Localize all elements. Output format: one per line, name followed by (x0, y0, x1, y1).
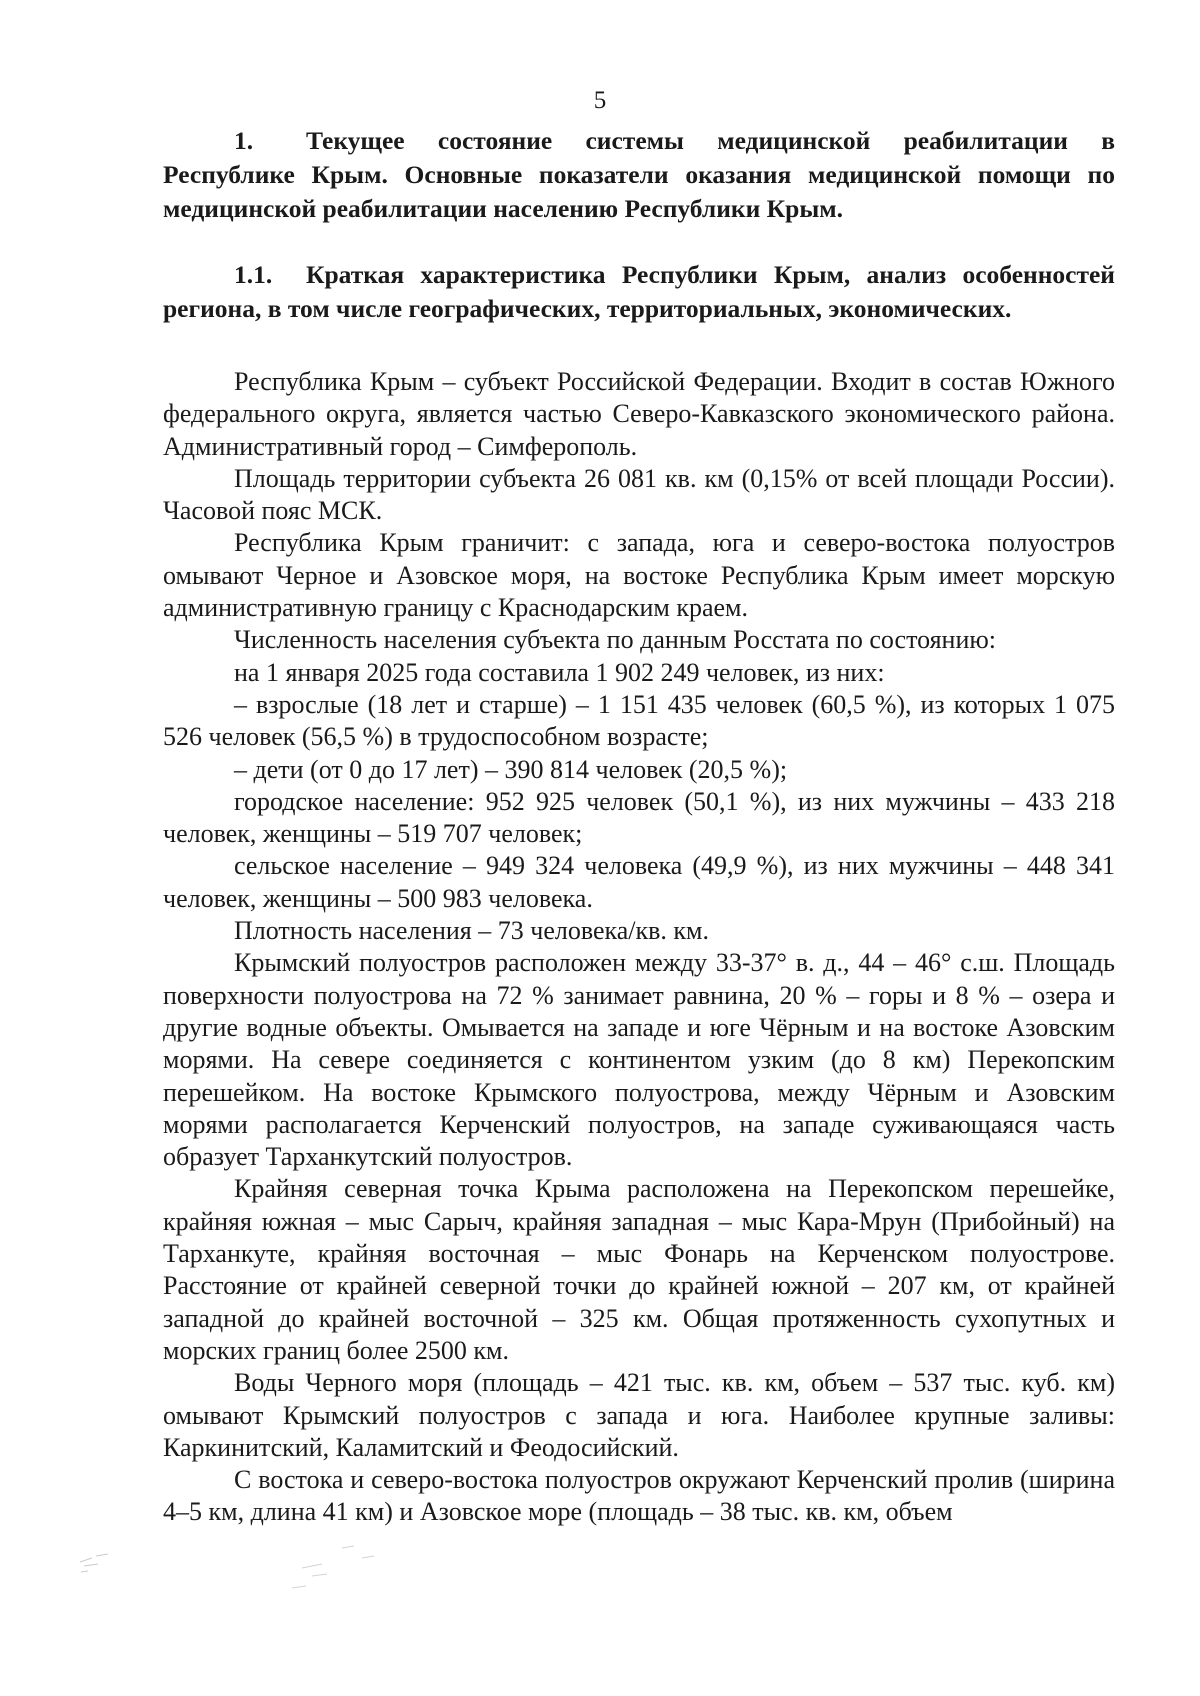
paragraph-population-intro: Численность населения субъекта по данным Росстата по состоянию: (234, 625, 997, 655)
document-content (163, 124, 1115, 1529)
scan-artifact (78, 1552, 118, 1582)
section-number: 1. (234, 126, 254, 155)
paragraph-adults: – взрослые (18 лет и старше) – 1 151 435 человек (60,5 %), из которых 1 075 526 человек (56,5 %) в трудоспособном возрасте; (163, 689, 1115, 752)
page-number: 5 (593, 87, 607, 114)
body-text (163, 366, 1115, 1529)
paragraph-population-total: на 1 января 2025 года составила 1 902 249 человек, из них: (234, 657, 885, 687)
paragraph-density: Плотность населения – 73 человека/кв. км. (234, 916, 709, 946)
scan-noise-icon (282, 1538, 402, 1598)
paragraph-children: – дети (от 0 до 17 лет) – 390 814 человек (20,5 %); (234, 754, 788, 784)
subsection-heading-1-1 (163, 258, 1115, 326)
paragraph-rural: сельское население – 949 324 человека (49,9 %), из них мужчины – 448 341 человек, женщины – 500 983 человека. (163, 851, 1115, 913)
scan-noise-icon (78, 1552, 118, 1582)
paragraph-azov-sea: С востока и северо-востока полуостров окружают Керченский пролив (ширина 4–5 км, длина 41 км) и Азовское море (площадь – 38 тыс. кв. км, объем (163, 1465, 1115, 1527)
paragraph-extreme-points: Крайняя северная точка Крыма расположена на Перекопском перешейке, крайняя южная – мыс Сарыч, крайняя западная – мыс Кара-Мрун (Прибойный) на Тарханкуте, крайняя восточная – мыс Фонарь на Керченском полуострове. Расстояние от крайней северной точки до крайней южной – 207 км, от крайней западной до крайней восточной – 325 км. Общая протяженность сухопутных и морских границ более 2500 км. (163, 1174, 1115, 1365)
subsection-number: 1.1. (234, 260, 273, 289)
paragraph-area: Площадь территории субъекта 26 081 кв. км (0,15% от всей площади России). Часовой пояс МСК. (163, 463, 1115, 526)
paragraph-urban: городское население: 952 925 человек (50,1 %), из них мужчины – 433 218 человек, женщины – 519 707 человек; (163, 786, 1115, 849)
paragraph-region-status: Республика Крым – субъект Российской Федерации. Входит в состав Южного федерального округа, является частью Северо-Кавказского экономического района. Административный город – Симферополь. (163, 367, 1115, 461)
paragraph-geography: Крымский полуостров расположен между 33-37° в. д., 44 – 46° с.ш. Площадь поверхности полуострова на 72 % занимает равнина, 20 % – горы и 8 % – озера и другие водные объекты. Омывается на западе и юге Чёрным и на востоке Азовским морями. На севере соединяется с континентом узким (до 8 км) Перекопским перешейком. На востоке Крымского полуострова, между Чёрным и Азовским морями располагается Керченский полуостров, на западе суживающаяся часть образует Тарханкутский полуостров. (163, 948, 1115, 1172)
scan-artifact (282, 1538, 402, 1598)
subsection-title: Краткая характеристика Республики Крым, анализ особенностей региона, в том числе географических, территориальных, экономических. (163, 260, 1115, 323)
paragraph-borders: Республика Крым граничит: с запада, юга и северо-востока полуостров омывают Черное и Азовское моря, на востоке Республика Крым имеет морскую административную границу с Краснодарским краем. (163, 528, 1115, 623)
section-heading-1 (163, 124, 1115, 226)
section-title: Текущее состояние системы медицинской реабилитации в Республике Крым. Основные показатели оказания медицинской помощи по медицинской реабилитации населению Республики Крым. (163, 126, 1115, 223)
paragraph-black-sea: Воды Черного моря (площадь – 421 тыс. кв. км, объем – 537 тыс. куб. км) омывают Крымский полуостров с запада и юга. Наиболее крупные заливы: Каркинитский, Каламитский и Феодосийский. (163, 1368, 1115, 1462)
